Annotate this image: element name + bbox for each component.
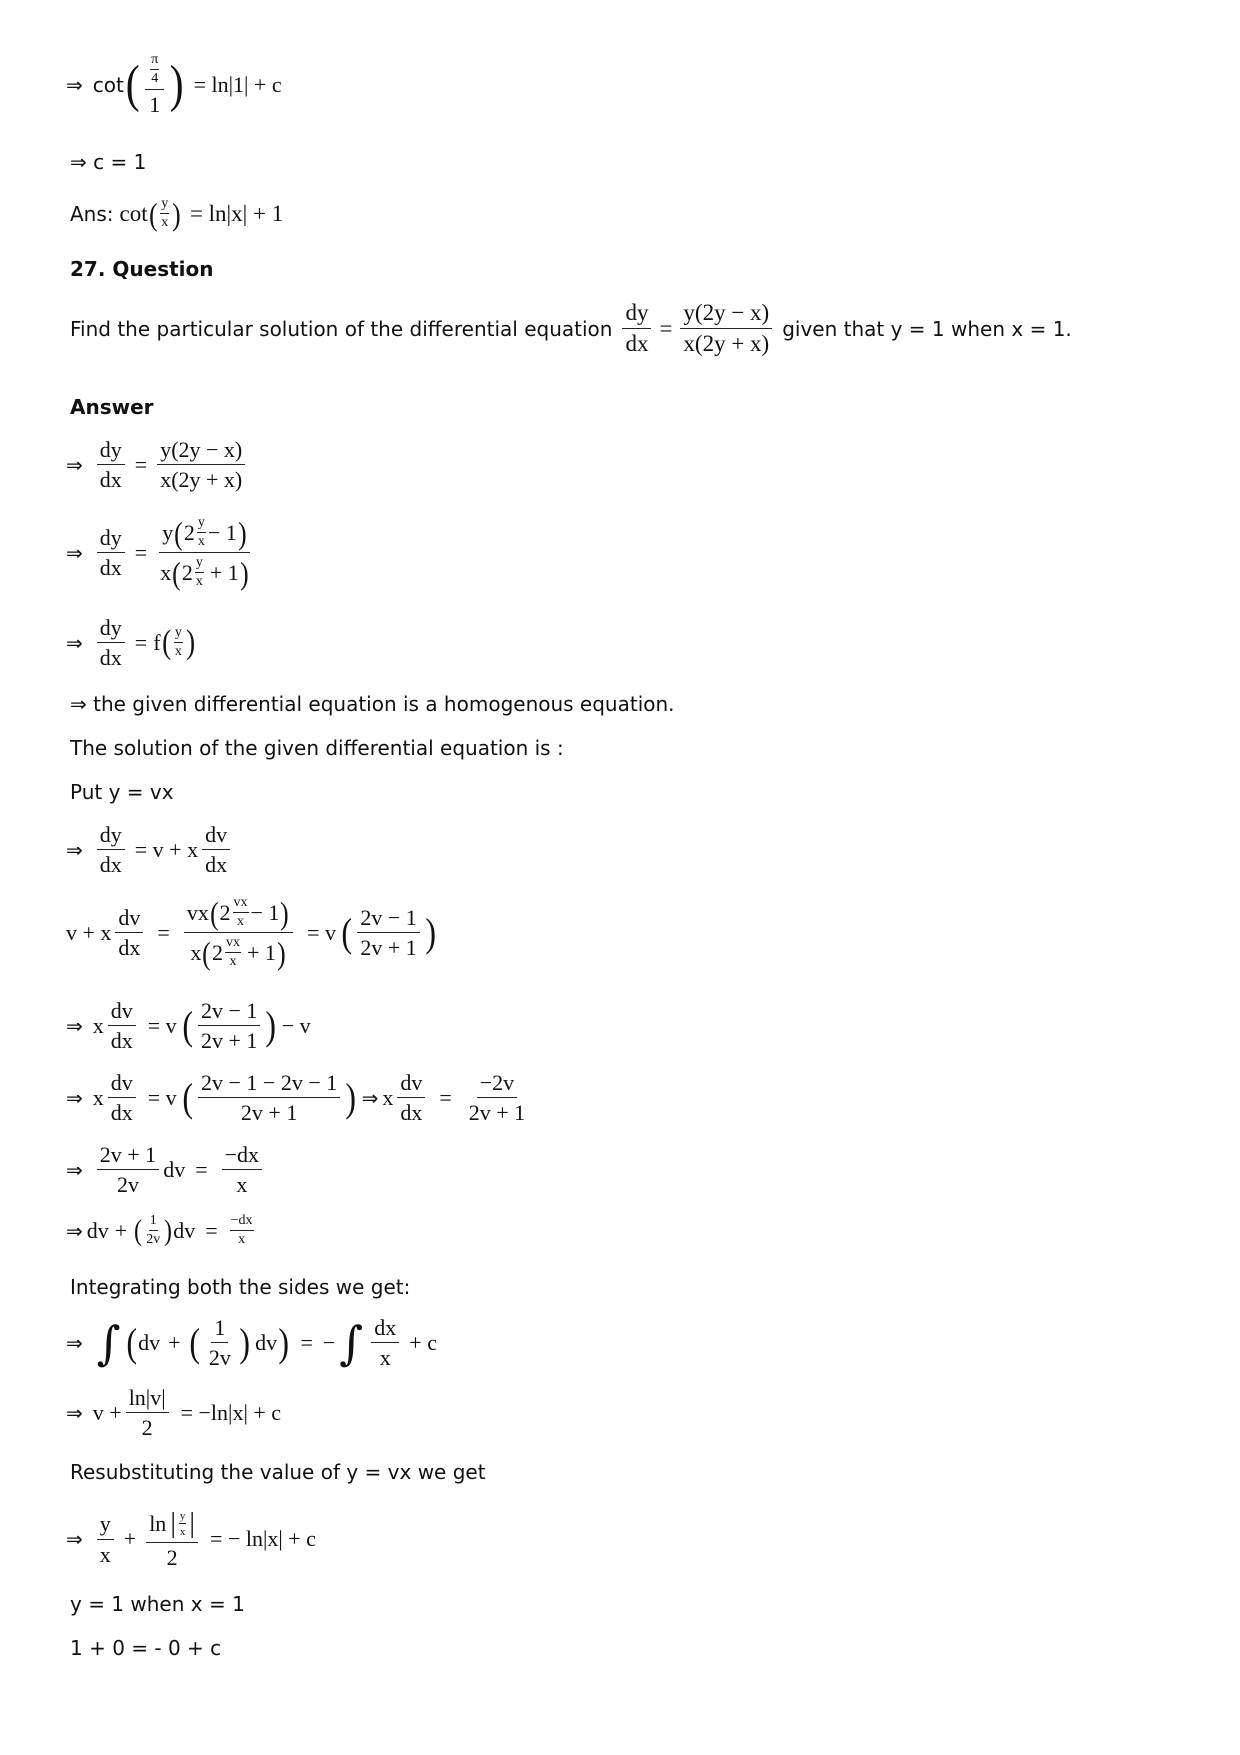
question-ode: $\frac{dy}{dx}$ = $\frac{y(2y - x)}{x(2y + x)}$ (618, 300, 776, 358)
question-heading: 27. Question (70, 257, 214, 281)
step-integrated: ⇒ v + $\frac{\ln|v|}{2}$ = −ln|x| + c (66, 1385, 282, 1441)
prev-equation-cot-pi-by-4: ⇒ cot ( $\frac{\frac{\pi}{4}}{1}$ ) = ln|1| + c (66, 52, 282, 118)
step-divide-by-x: ⇒ $\frac{dy}{dx}$ = y ( 2 $\frac{y}{x}$ − 1 ) x ( 2 $\frac{y}{x}$ + 1 ) (66, 515, 256, 590)
resubstitution-note: Resubstituting the value of y = vx we get (70, 1460, 486, 1484)
step-separate-variables: ⇒ $\frac{2v + 1}{2v}$ dv = $\frac{-dx}{x}$ (66, 1142, 266, 1198)
question-prompt: Find the particular solution of the differential equation $\frac{dy}{dx}$ = $\frac{y(2y - x)}{x(2y + x)}$ given that y = 1 when x = 1. (70, 300, 1072, 357)
answer-label: Ans: (70, 201, 114, 226)
step-resubstituted: ⇒ $\frac{y}{x}$ + ln | $\frac{y}{x}$ | 2 = − ln|x| + c (66, 1508, 316, 1571)
substitute-initial-values: 1 + 0 = - 0 + c (70, 1636, 222, 1660)
step-isolate-x-dvdx: ⇒ x $\frac{dv}{dx}$ = v ( $\frac{2v - 1}{2v + 1}$ ) − v (66, 998, 311, 1054)
integration-note: Integrating both the sides we get: (70, 1275, 411, 1299)
implies-arrow: ⇒ (66, 72, 83, 97)
step-split-fraction: ⇒ dv + ( $\frac{1}{2v}$ ) dv = $\frac{-dx}{x}$ (66, 1213, 253, 1248)
step-dydx-ratio: ⇒ $\frac{dy}{dx}$ = $\frac{y(2y - x)}{x(2y + x)}$ (66, 437, 249, 493)
step-substituted-equation: v + x $\frac{dv}{dx}$ = vx ( 2 $\frac{vx}{x}$ − 1 ) x ( 2 $\frac{vx}{x}$ + 1 ) = v ( $\frac{2v - 1}{2v + 1}$ ) (66, 894, 436, 971)
solution-intro: The solution of the given differential equation is : (70, 736, 564, 760)
prev-answer: Ans: cot ( $\frac{y}{x}$ ) = ln|x| + 1 (70, 195, 284, 232)
answer-heading: Answer (70, 395, 154, 419)
step-simplify: ⇒ x $\frac{dv}{dx}$ = v ( $\frac{2v - 1 - 2v - 1}{2v + 1}$ ) ⇒ x $\frac{dv}{dx}$ = $\frac{-2v}{2v + 1}$ (66, 1070, 526, 1126)
step-dydx-substitution: ⇒ $\frac{dy}{dx}$ = v + x $\frac{dv}{dx}$ (66, 822, 234, 878)
homogenous-note: ⇒ the given differential equation is a homogenous equation. (70, 692, 675, 716)
substitution-note: Put y = vx (70, 780, 174, 804)
step-integral: ⇒ ∫ ( dv + ( $\frac{1}{2v}$ ) dv ) = − ∫ $\frac{dx}{x}$ + c (66, 1315, 437, 1371)
initial-condition: y = 1 when x = 1 (70, 1592, 245, 1616)
prev-c-equals-1: ⇒ c = 1 (70, 150, 147, 174)
step-f-of-y-over-x: ⇒ $\frac{dy}{dx}$ = f ( $\frac{y}{x}$ ) (66, 615, 196, 671)
